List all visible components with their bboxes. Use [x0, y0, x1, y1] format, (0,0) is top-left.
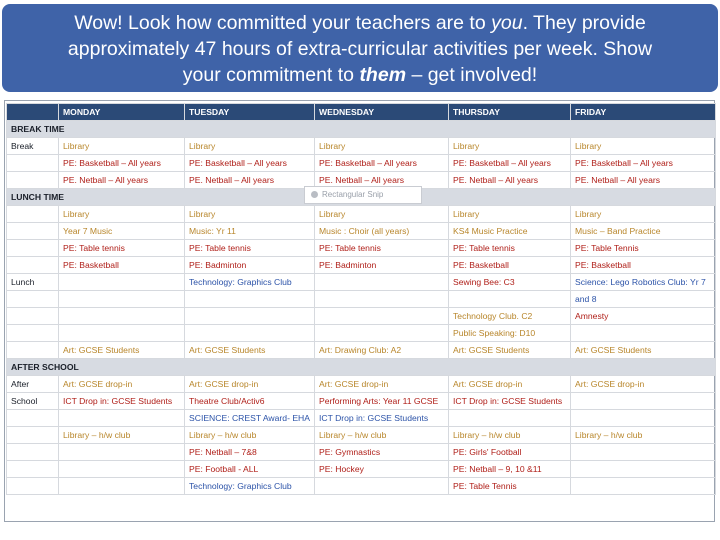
activity-cell: Year 7 Music: [59, 223, 185, 240]
activity-cell: PE: Gymnastics: [315, 444, 449, 461]
activity-cell: [315, 291, 449, 308]
corner-cell: [7, 104, 59, 121]
activity-row: [7, 342, 716, 359]
activity-cell: Library: [59, 138, 185, 155]
activity-cell: PE: Netball – 7&8: [185, 444, 315, 461]
day-header-thursday: THURSDAY: [449, 104, 571, 121]
activity-cell: PE: Badminton: [315, 257, 449, 274]
activity-cell: Library – h/w club: [59, 427, 185, 444]
activity-cell: ICT Drop in: GCSE Students: [315, 410, 449, 427]
activity-cell: [185, 325, 315, 342]
activity-cell: Music – Band Practice: [571, 223, 716, 240]
activity-cell: [59, 274, 185, 291]
activity-cell: [315, 478, 449, 495]
activity-cell: Technology: Graphics Club: [185, 478, 315, 495]
activity-row: [7, 274, 716, 291]
activity-cell: Sewing Bee: C3: [449, 274, 571, 291]
activity-cell: [185, 308, 315, 325]
activity-cell: [59, 461, 185, 478]
activity-cell: Art: Drawing Club: A2: [315, 342, 449, 359]
day-header-monday: MONDAY: [59, 104, 185, 121]
row-label: [7, 223, 59, 240]
activity-cell: PE: Hockey: [315, 461, 449, 478]
day-header-row: [7, 104, 716, 121]
activity-cell: Technology Club. C2: [449, 308, 571, 325]
row-label: [7, 478, 59, 495]
activity-row: [7, 427, 716, 444]
activity-row: [7, 376, 716, 393]
day-header-friday: FRIDAY: [571, 104, 716, 121]
section-row: [7, 359, 716, 376]
activity-cell: Library: [449, 138, 571, 155]
title-banner: [2, 4, 718, 92]
activity-cell: PE: Basketball: [59, 257, 185, 274]
activity-cell: Library: [185, 206, 315, 223]
activity-row: [7, 325, 716, 342]
section-title: AFTER SCHOOL: [7, 359, 716, 376]
activity-cell: PE. Netball – All years: [185, 172, 315, 189]
activity-cell: Library: [185, 138, 315, 155]
activity-cell: Technology: Graphics Club: [185, 274, 315, 291]
activity-cell: PE: Football - ALL: [185, 461, 315, 478]
activity-cell: Science: Lego Robotics Club: Yr 7: [571, 274, 716, 291]
row-label: [7, 427, 59, 444]
timetable: [6, 103, 716, 495]
activity-cell: Art: GCSE drop-in: [571, 376, 716, 393]
row-label: [7, 291, 59, 308]
row-label: [7, 206, 59, 223]
activity-row: [7, 308, 716, 325]
activity-cell: Library: [571, 138, 716, 155]
activity-cell: and 8: [571, 291, 716, 308]
activity-cell: [571, 478, 716, 495]
activity-cell: PE. Netball – All years: [571, 172, 716, 189]
row-label: [7, 308, 59, 325]
snip-tooltip: [304, 186, 422, 204]
activity-cell: PE: Table tennis: [185, 240, 315, 257]
activity-cell: SCIENCE: CREST Award- EHA: [185, 410, 315, 427]
row-label: [7, 461, 59, 478]
activity-cell: PE: Table tennis: [315, 240, 449, 257]
activity-cell: Library: [315, 138, 449, 155]
day-header-tuesday: TUESDAY: [185, 104, 315, 121]
activity-cell: [59, 478, 185, 495]
activity-cell: Library – h/w club: [571, 427, 716, 444]
activity-row: [7, 223, 716, 240]
activity-cell: PE: Basketball – All years: [315, 155, 449, 172]
activity-row: [7, 410, 716, 427]
row-label: School: [7, 393, 59, 410]
activity-row: [7, 478, 716, 495]
section-title: LUNCH TIME: [7, 189, 716, 206]
row-label: [7, 444, 59, 461]
activity-row: [7, 461, 716, 478]
banner-line-1: Wow! Look how committed your teachers are to you. They provide: [74, 12, 646, 34]
activity-row: [7, 138, 716, 155]
activity-cell: [571, 393, 716, 410]
activity-cell: Art: GCSE Students: [185, 342, 315, 359]
row-label: Break: [7, 138, 59, 155]
snip-icon: [311, 191, 318, 198]
activity-row: [7, 257, 716, 274]
activity-row: [7, 444, 716, 461]
activity-cell: Library – h/w club: [185, 427, 315, 444]
activity-cell: Art: GCSE drop-in: [315, 376, 449, 393]
activity-cell: Art: GCSE Students: [449, 342, 571, 359]
activity-cell: [185, 291, 315, 308]
activity-cell: [59, 291, 185, 308]
activity-cell: [315, 308, 449, 325]
activity-cell: [449, 410, 571, 427]
activity-cell: Library: [59, 206, 185, 223]
banner-line-3: your commitment to them – get involved!: [182, 64, 538, 86]
day-header-wednesday: WEDNESDAY: [315, 104, 449, 121]
row-label: [7, 257, 59, 274]
activity-cell: PE: Basketball – All years: [185, 155, 315, 172]
activity-cell: PE: Basketball – All years: [449, 155, 571, 172]
activity-cell: [571, 410, 716, 427]
banner-line-2: approximately 47 hours of extra-curricular activities per week. Show: [67, 38, 653, 60]
activity-cell: Art: GCSE Students: [571, 342, 716, 359]
activity-row: [7, 393, 716, 410]
activity-cell: PE: Table tennis: [449, 240, 571, 257]
activity-cell: [315, 274, 449, 291]
activity-cell: PE. Netball – All years: [315, 172, 449, 189]
snip-tooltip-label: Rectangular Snip: [322, 190, 384, 199]
activity-cell: Performing Arts: Year 11 GCSE: [315, 393, 449, 410]
activity-cell: Music : Choir (all years): [315, 223, 449, 240]
activity-cell: ICT Drop in: GCSE Students: [59, 393, 185, 410]
activity-cell: [59, 444, 185, 461]
row-label: After: [7, 376, 59, 393]
activity-cell: [315, 325, 449, 342]
activity-cell: PE: Basketball – All years: [571, 155, 716, 172]
section-row: [7, 121, 716, 138]
row-label: [7, 172, 59, 189]
activity-cell: PE. Netball – All years: [59, 172, 185, 189]
activity-cell: Amnesty: [571, 308, 716, 325]
activity-cell: Art: GCSE Students: [59, 342, 185, 359]
activity-cell: PE: Table tennis: [59, 240, 185, 257]
row-label: Lunch: [7, 274, 59, 291]
activity-cell: Library: [449, 206, 571, 223]
row-label: [7, 325, 59, 342]
activity-cell: PE: Table Tennis: [449, 478, 571, 495]
activity-cell: [59, 325, 185, 342]
activity-cell: PE: Girls' Football: [449, 444, 571, 461]
activity-cell: [59, 308, 185, 325]
activity-row: [7, 240, 716, 257]
section-title: BREAK TIME: [7, 121, 716, 138]
activity-cell: [571, 444, 716, 461]
activity-cell: [571, 325, 716, 342]
activity-cell: PE: Basketball: [449, 257, 571, 274]
row-label: [7, 410, 59, 427]
activity-cell: PE: Badminton: [185, 257, 315, 274]
activity-cell: Art: GCSE drop-in: [59, 376, 185, 393]
activity-cell: Public Speaking: D10: [449, 325, 571, 342]
activity-cell: Library – h/w club: [315, 427, 449, 444]
activity-cell: Theatre Club/Activ6: [185, 393, 315, 410]
activity-cell: ICT Drop in: GCSE Students: [449, 393, 571, 410]
activity-row: [7, 206, 716, 223]
row-label: [7, 240, 59, 257]
activity-cell: Art: GCSE drop-in: [449, 376, 571, 393]
activity-cell: PE. Netball – All years: [449, 172, 571, 189]
activity-cell: Art: GCSE drop-in: [185, 376, 315, 393]
activity-row: [7, 291, 716, 308]
activity-cell: Library: [315, 206, 449, 223]
activity-cell: PE: Table Tennis: [571, 240, 716, 257]
activity-cell: Library – h/w club: [449, 427, 571, 444]
activity-cell: PE: Basketball: [571, 257, 716, 274]
row-label: [7, 342, 59, 359]
activity-cell: Music: Yr 11: [185, 223, 315, 240]
activity-cell: [59, 410, 185, 427]
activity-row: [7, 155, 716, 172]
activity-cell: KS4 Music Practice: [449, 223, 571, 240]
row-label: [7, 155, 59, 172]
activity-cell: PE: Netball – 9, 10 &11: [449, 461, 571, 478]
activity-cell: Library: [571, 206, 716, 223]
activity-cell: [571, 461, 716, 478]
activity-cell: [449, 291, 571, 308]
activity-cell: PE: Basketball – All years: [59, 155, 185, 172]
